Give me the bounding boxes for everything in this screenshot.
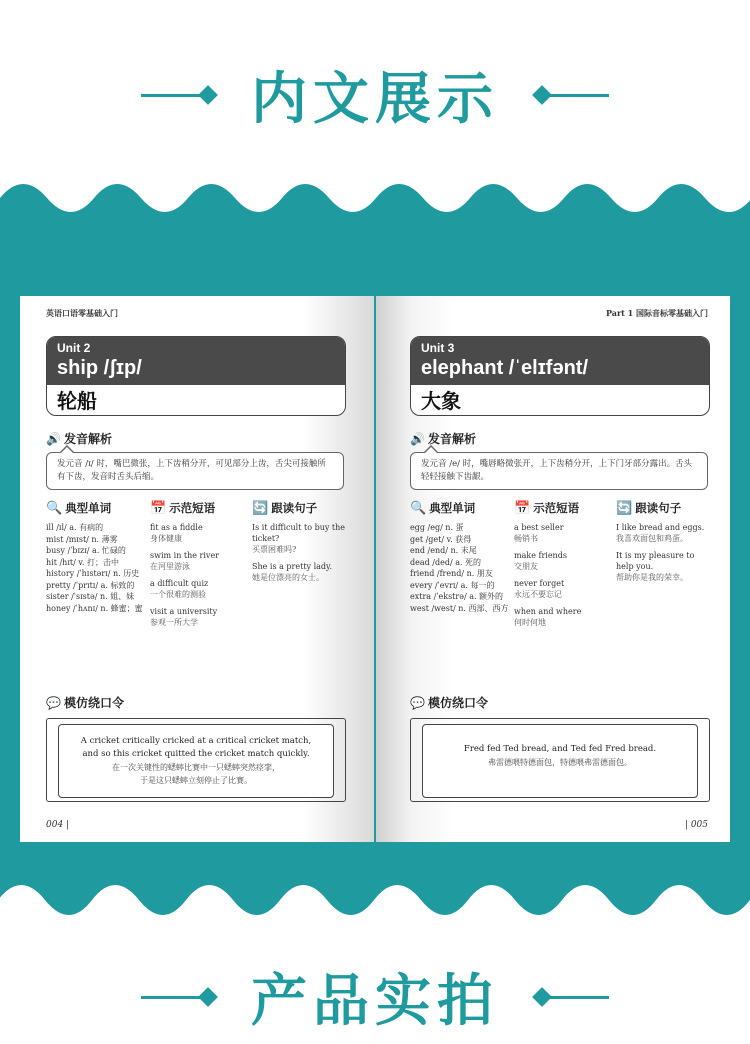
word-item: west /west/ n. 西部、西方 bbox=[410, 603, 509, 613]
pronunciation-bubble: 发元音 /ɪ/ 时，嘴巴微张，上下齿稍分开，可见部分上齿，舌尖可接触所有下齿，发音时舌头后缩。 bbox=[46, 452, 344, 490]
twister-content bbox=[422, 724, 698, 798]
phrase-item bbox=[514, 522, 614, 544]
word-item: ill /ɪl/ a. 有病的 bbox=[46, 523, 104, 532]
word-item: mist /mɪst/ n. 薄雾 bbox=[46, 534, 118, 544]
phrase-en: when and where bbox=[514, 607, 582, 616]
phrase-cn: 畅销书 bbox=[514, 534, 538, 543]
pronunciation-title bbox=[410, 430, 476, 447]
book-page-right bbox=[376, 296, 730, 842]
sentence-en: She is a pretty lady. bbox=[252, 562, 333, 571]
unit-label: Unit 2 bbox=[57, 341, 91, 355]
sentence-cn: 她是位漂亮的女士。 bbox=[252, 573, 324, 582]
repeat-icon: 🔄 bbox=[252, 500, 269, 516]
words-column bbox=[46, 500, 146, 614]
word-item: honey /ˈhʌnɪ/ n. 蜂蜜；蜜 bbox=[46, 603, 143, 613]
twister-cn-line: 弗雷德喂特德面包，特德喂弗雷德面包。 bbox=[488, 758, 632, 767]
twister-en-line: A cricket critically cricked at a critical cricket match, bbox=[80, 736, 312, 746]
phrase-cn: 参观一所大学 bbox=[150, 618, 198, 627]
phrase-en: fit as a fiddle bbox=[150, 523, 203, 532]
phrase-cn: 身体健康 bbox=[150, 534, 182, 543]
speaker-icon: 🔊 bbox=[46, 431, 61, 446]
book-page-left bbox=[20, 296, 374, 842]
phrases-title bbox=[514, 500, 614, 516]
word-item: sister /ˈsɪstə/ n. 姐、妹 bbox=[46, 592, 135, 601]
phrase-cn: 何时何地 bbox=[514, 618, 546, 627]
words-column bbox=[410, 500, 510, 614]
word-item: friend /frend/ n. 朋友 bbox=[410, 569, 493, 578]
section-title: 产品实拍 bbox=[251, 969, 499, 1034]
words-title bbox=[410, 500, 510, 516]
left-ornament bbox=[141, 990, 215, 1004]
magnifier-icon: 🔍 bbox=[410, 500, 427, 516]
sentence-en: It is my pleasure to help you. bbox=[616, 551, 695, 571]
unit-card bbox=[410, 336, 710, 416]
word-item: get /get/ v. 获得 bbox=[410, 534, 472, 544]
twister-title-text: 模仿绕口令 bbox=[427, 696, 488, 710]
calendar-icon: 📅 bbox=[514, 500, 531, 516]
page-number: 004 | bbox=[46, 820, 70, 830]
sentence-item bbox=[252, 522, 350, 555]
sentences-column bbox=[252, 500, 350, 589]
twister-book bbox=[410, 716, 710, 802]
word-item: every /ˈevrɪ/ a. 每一的 bbox=[410, 580, 495, 590]
word-item: extra /ˈekstrə/ a. 额外的 bbox=[410, 592, 504, 601]
left-ornament bbox=[141, 88, 215, 102]
unit-chinese: 轮船 bbox=[57, 389, 97, 413]
unit-header bbox=[411, 337, 709, 385]
running-head: 英语口语零基础入门 bbox=[46, 308, 118, 318]
twister-book bbox=[46, 716, 346, 802]
twister-title bbox=[410, 694, 488, 711]
pronunciation-title-text: 发音解析 bbox=[427, 432, 476, 446]
phrase-item bbox=[514, 578, 614, 600]
phrase-en: swim in the river bbox=[150, 551, 219, 560]
right-ornament bbox=[535, 88, 609, 102]
pronunciation-title-text: 发音解析 bbox=[63, 432, 112, 446]
sentence-en: Is it difficult to buy the ticket? bbox=[252, 523, 346, 543]
twister-title bbox=[46, 694, 124, 711]
phrase-en: a difficult quiz bbox=[150, 579, 209, 588]
twister-cn-line: 在一次关键性的蟋蟀比赛中一只蟋蟀突然痉挛， bbox=[112, 763, 280, 772]
phrase-cn: 一个很难的测验 bbox=[150, 590, 206, 599]
repeat-icon: 🔄 bbox=[616, 500, 633, 516]
phrase-cn: 永远不要忘记 bbox=[514, 590, 562, 599]
phrase-cn: 在河里游泳 bbox=[150, 562, 190, 571]
magnifier-icon: 🔍 bbox=[46, 500, 63, 516]
twister-en-line: and so this cricket quitted the cricket match quickly. bbox=[82, 749, 310, 759]
unit-label: Unit 3 bbox=[421, 341, 455, 355]
phrases-title-text: 示范短语 bbox=[169, 501, 216, 515]
phrase-item bbox=[150, 522, 250, 544]
section-title: 内文展示 bbox=[251, 67, 499, 132]
phrase-item bbox=[150, 606, 250, 628]
bottom-banner bbox=[0, 942, 750, 1044]
unit-word: ship /ʃɪp/ bbox=[57, 357, 142, 379]
word-item: hit /hɪt/ v. 打；击中 bbox=[46, 557, 119, 567]
chat-icon: 💬 bbox=[410, 695, 425, 710]
phrase-item bbox=[150, 550, 250, 572]
phrase-en: never forget bbox=[514, 579, 565, 588]
pronunciation-bubble: 发元音 /e/ 时，嘴唇略微张开，上下齿稍分开，上下门牙部分露出。舌头轻轻接触下齿龈。 bbox=[410, 452, 708, 490]
running-head: Part 1 国际音标零基础入门 bbox=[605, 308, 708, 318]
sentence-item bbox=[616, 522, 712, 544]
sentences-title-text: 跟读句子 bbox=[271, 501, 318, 515]
words-title bbox=[46, 500, 146, 516]
unit-word: elephant /ˈelɪfənt/ bbox=[421, 357, 589, 379]
unit-card bbox=[46, 336, 346, 416]
phrase-en: visit a university bbox=[150, 607, 218, 616]
twister-content bbox=[58, 724, 334, 798]
sentence-item bbox=[616, 550, 712, 583]
sentence-item bbox=[252, 561, 350, 583]
sentences-title bbox=[616, 500, 712, 516]
sentence-cn: 我喜欢面包和鸡蛋。 bbox=[616, 534, 688, 543]
pronunciation-title bbox=[46, 430, 112, 447]
speaker-icon: 🔊 bbox=[410, 431, 425, 446]
phrases-column bbox=[150, 500, 250, 634]
chat-icon: 💬 bbox=[46, 695, 61, 710]
word-item: dead /ded/ a. 死的 bbox=[410, 557, 482, 567]
phrases-title-text: 示范短语 bbox=[533, 501, 580, 515]
twister-en-line: Fred fed Ted bread, and Ted fed Fred bread. bbox=[463, 744, 657, 754]
phrases-column bbox=[514, 500, 614, 634]
sentences-column bbox=[616, 500, 712, 589]
right-ornament bbox=[535, 990, 609, 1004]
sentence-en: I like bread and eggs. bbox=[616, 523, 705, 532]
word-item: egg /eg/ n. 蛋 bbox=[410, 523, 464, 532]
twister-title-text: 模仿绕口令 bbox=[63, 696, 124, 710]
sentences-title bbox=[252, 500, 350, 516]
page-number: | 005 bbox=[684, 820, 708, 830]
word-item: history /ˈhɪstərɪ/ n. 历史 bbox=[46, 569, 140, 578]
word-item: end /end/ n. 末尾 bbox=[410, 546, 477, 555]
calendar-icon: 📅 bbox=[150, 500, 167, 516]
word-item: busy /ˈbɪzɪ/ a. 忙碌的 bbox=[46, 546, 126, 555]
sentence-cn: 帮助你是我的荣幸。 bbox=[616, 573, 688, 582]
twister-cn-line: 于是这只蟋蟀立刻停止了比赛。 bbox=[140, 776, 252, 785]
words-title-text: 典型单词 bbox=[65, 501, 112, 515]
word-item: pretty /ˈprɪtɪ/ a. 标致的 bbox=[46, 580, 135, 590]
sentence-cn: 买票困难吗? bbox=[252, 545, 297, 554]
phrase-cn: 交朋友 bbox=[514, 562, 538, 571]
sentences-title-text: 跟读句子 bbox=[635, 501, 682, 515]
top-banner bbox=[0, 40, 750, 150]
phrase-item bbox=[150, 578, 250, 600]
phrase-en: a best seller bbox=[514, 523, 564, 532]
unit-chinese: 大象 bbox=[421, 389, 461, 413]
unit-header bbox=[47, 337, 345, 385]
phrases-title bbox=[150, 500, 250, 516]
words-title-text: 典型单词 bbox=[429, 501, 476, 515]
phrase-en: make friends bbox=[514, 551, 567, 560]
phrase-item bbox=[514, 606, 614, 628]
phrase-item bbox=[514, 550, 614, 572]
